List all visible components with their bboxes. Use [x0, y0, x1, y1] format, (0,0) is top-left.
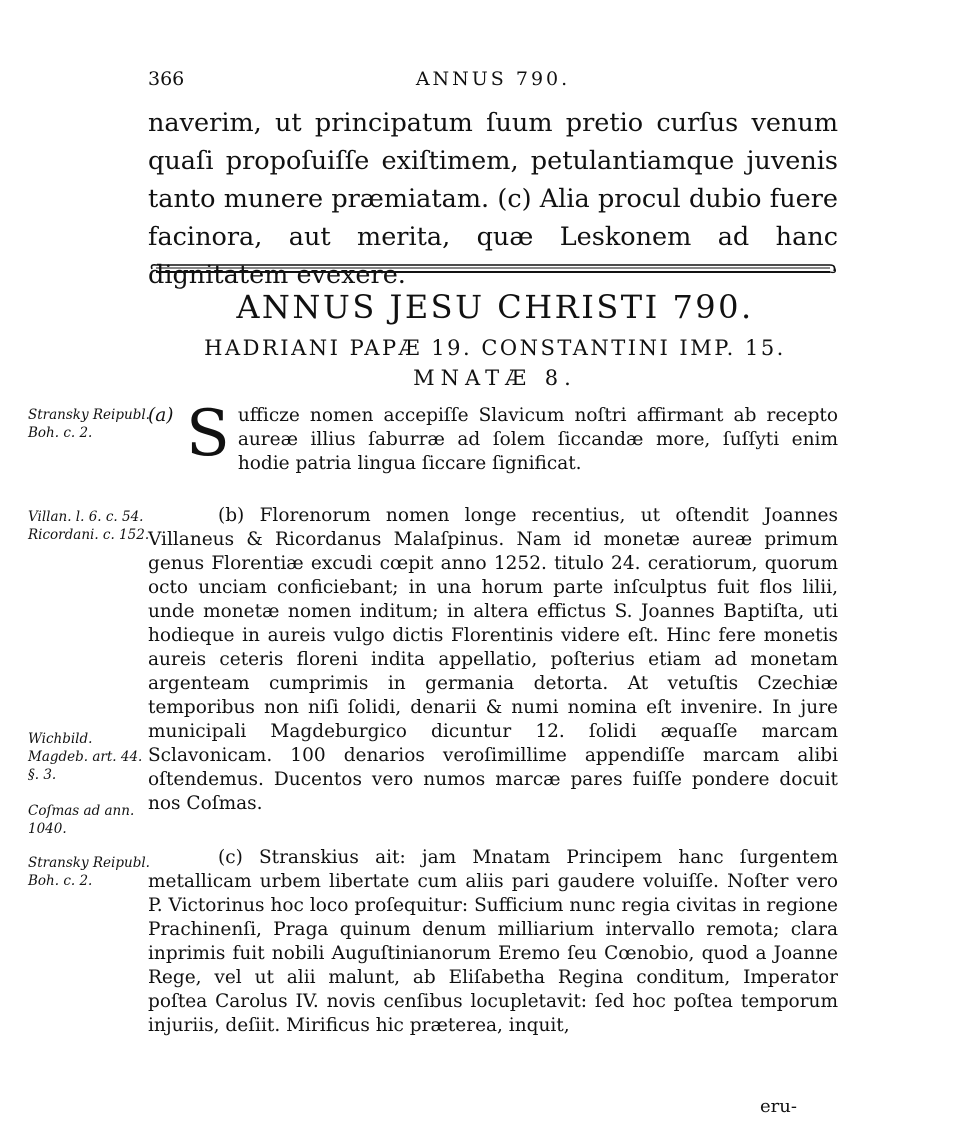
note-b [148, 504, 838, 816]
page-number: 366 [148, 68, 185, 90]
lead-text: naverim, ut principatum ſuum pretio curſus venum quaſi propoſuiſſe exiſtimem, petulantiamque juvenis tanto munere præmiatam. (c) Alia procul dubio fuere facinora, aut merita, quæ Leskonem ad hanc dignitatem evexere. [148, 108, 838, 290]
running-head: ANNUS 790. [415, 68, 571, 90]
sidenote-text: Wichbild. Magdeb. art. 44. §. 3. [28, 731, 143, 783]
sidenote-text: Stransky Reipubl. Boh. c. 2. [28, 855, 150, 889]
ornamental-rule [148, 262, 838, 276]
sidenote-text: Stransky Reipubl. Boh. c. 2. [28, 407, 150, 441]
sidenote [28, 730, 152, 784]
sidenote [28, 854, 152, 890]
note-marker: (a) [148, 405, 174, 426]
page-header [148, 68, 838, 98]
sidenote [28, 802, 152, 838]
section-title: ANNUS JESU CHRISTI 790. [236, 288, 754, 326]
note-c [148, 846, 838, 1038]
section-subtitle-mnata: MNATÆ 8. [413, 366, 577, 390]
note-text: ufficze nomen accepiſſe Slavicum noſtri affirmant ab recepto aureæ illius ſaburræ ad ſolem ſiccandæ more, ſuſſyti enim hodie patria lingua ſiccare ſignificat. [237, 405, 838, 474]
sidenote-text: Coſmas ad ann. 1040. [28, 803, 135, 837]
sidenote-text: Villan. l. 6. c. 54. Ricordani. c. 152. [28, 509, 150, 543]
sidenote [28, 508, 152, 544]
sidenote [28, 406, 152, 442]
catchword: eru- [760, 1096, 797, 1117]
note-text: (b) Florenorum nomen longe recentius, ut oſtendit Joannes Villaneus & Ricordanus Malaſpinus. Nam id monetæ aureæ primum genus Florentiæ excudi cœpit anno 1252. titulo 24. ceratiorum, quorum octo unciam conficiebant; in una horum parte inſculptus fuit flos lilii, unde monetæ nomen inditum; in altera effictus S. Joannes Baptiſta, uti hodieque in aureis vulgo dictis Florentinis videre eſt. Hinc fere monetis aureis ceteris floreni indita appellatio, poſterius etiam ad monetam argenteam cumprimis in germania detorta. At vetuſtis Czechiæ temporibus non niſi ſolidi, denarii & numi nomina eſt invenire. In jure municipali Magdeburgico dicuntur 12. ſolidi æquaſſe marcam Sclavonicam. 100 denarios veroſimillime appendiſſe marcam alibi oſtendemus. Ducentos vero numos marcæ pares fuiſſe pondere docuit nos Coſmas. [148, 505, 838, 814]
drop-cap: S [186, 397, 230, 471]
note-text: (c) Stranskius ait: jam Mnatam Principem hanc ſurgentem metallicam urbem libertate cum aliis pari gaudere voluiſſe. Noſter vero P. Victorinus hoc loco proſequitur: Sufficium nunc regia civitas in regione Prachinenſi, Praga quinum denum milliarium intervallo remota; clara inprimis fuit nobili Auguſtinianorum Eremo ſeu Cœnobio, quod a Joanne Rege, vel ut alii malunt, ab Eliſabetha Regina conditum, Imperator poſtea Carolus IV. novis cenſibus locupletavit: ſed hoc poſtea temporum injuriis, deſiit. Mirificus hic præterea, inquit, [148, 847, 838, 1036]
section-subtitle: HADRIANI PAPÆ 19. CONSTANTINI IMP. 15. [204, 336, 786, 360]
note-a [148, 397, 838, 476]
